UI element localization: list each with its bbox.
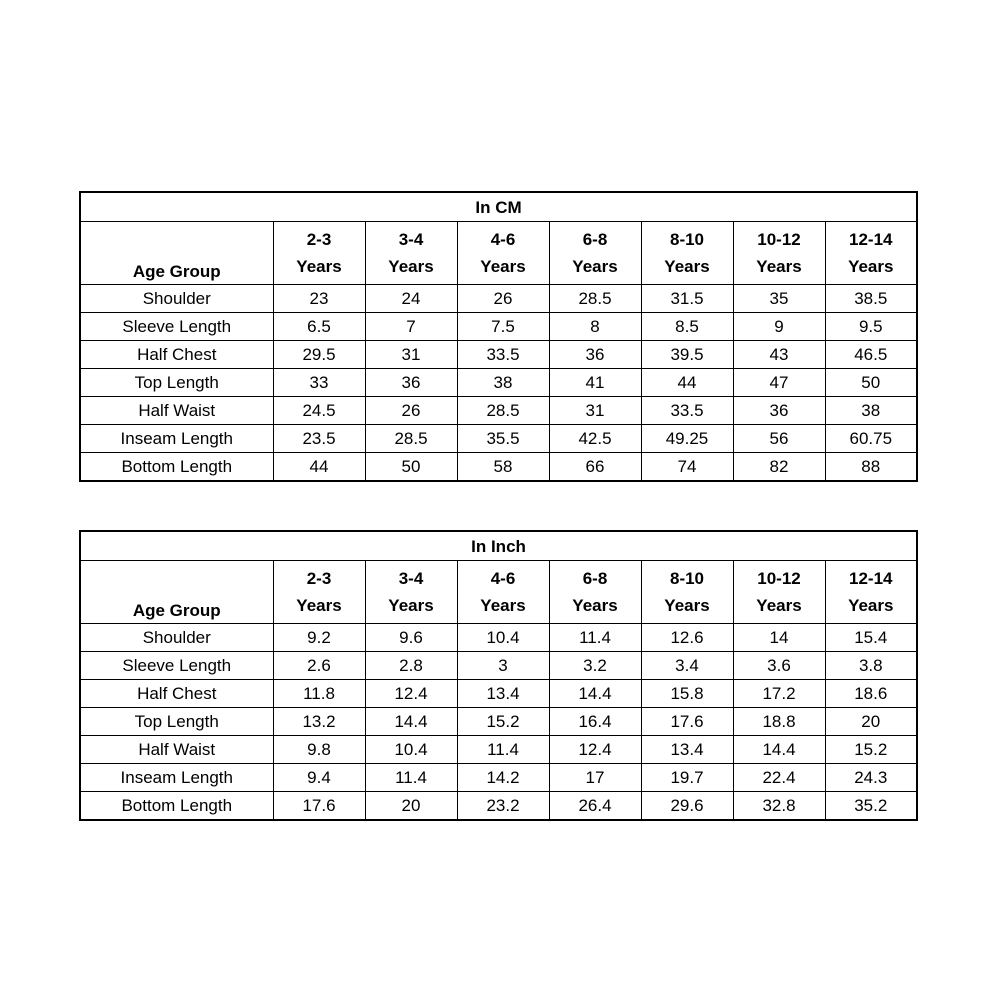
measurement-value: 13.4 (641, 736, 733, 764)
age-unit: Years (572, 596, 618, 615)
header-row (80, 222, 917, 285)
age-column-header (549, 222, 641, 285)
age-column-header (365, 222, 457, 285)
table-row (80, 736, 917, 764)
measurement-value: 6.5 (273, 313, 365, 341)
table-body (80, 531, 917, 820)
age-range: 12-14 (849, 569, 893, 588)
measurement-value: 3.8 (825, 652, 917, 680)
measurement-value: 3.2 (549, 652, 641, 680)
measurement-value: 14.2 (457, 764, 549, 792)
measurement-value: 74 (641, 453, 733, 482)
measurement-label: Half Waist (80, 397, 273, 425)
measurement-value: 14.4 (733, 736, 825, 764)
measurement-value: 2.8 (365, 652, 457, 680)
age-range: 3-4 (398, 230, 424, 249)
table-row (80, 624, 917, 652)
measurement-value: 14.4 (365, 708, 457, 736)
age-range: 8-10 (669, 569, 705, 588)
measurement-label: Sleeve Length (80, 652, 273, 680)
measurement-value: 44 (641, 369, 733, 397)
table-row (80, 341, 917, 369)
measurement-value: 36 (549, 341, 641, 369)
measurement-value: 23.5 (273, 425, 365, 453)
measurement-value: 18.8 (733, 708, 825, 736)
measurement-value: 9.5 (825, 313, 917, 341)
measurement-value: 56 (733, 425, 825, 453)
table-title: In CM (80, 192, 917, 222)
measurement-value: 35.5 (457, 425, 549, 453)
measurement-value: 20 (365, 792, 457, 821)
age-unit: Years (848, 596, 894, 615)
measurement-value: 28.5 (365, 425, 457, 453)
table-body (80, 192, 917, 481)
measurement-value: 12.4 (549, 736, 641, 764)
measurement-value: 11.4 (549, 624, 641, 652)
age-range: 10-12 (757, 230, 801, 249)
age-column-header (641, 561, 733, 624)
measurement-value: 9.2 (273, 624, 365, 652)
age-range: 4-6 (490, 230, 516, 249)
age-column-header (641, 222, 733, 285)
measurement-value: 8.5 (641, 313, 733, 341)
measurement-value: 36 (733, 397, 825, 425)
measurement-label: Sleeve Length (80, 313, 273, 341)
measurement-value: 60.75 (825, 425, 917, 453)
measurement-value: 88 (825, 453, 917, 482)
measurement-value: 50 (825, 369, 917, 397)
measurement-value: 28.5 (549, 285, 641, 313)
measurement-value: 7.5 (457, 313, 549, 341)
measurement-value: 82 (733, 453, 825, 482)
measurement-value: 10.4 (457, 624, 549, 652)
age-unit: Years (480, 596, 526, 615)
age-unit: Years (388, 596, 434, 615)
measurement-value: 46.5 (825, 341, 917, 369)
measurement-value: 41 (549, 369, 641, 397)
age-column-header (733, 561, 825, 624)
measurement-value: 38 (825, 397, 917, 425)
measurement-label: Half Chest (80, 341, 273, 369)
measurement-label: Half Waist (80, 736, 273, 764)
measurement-value: 17 (549, 764, 641, 792)
measurement-value: 42.5 (549, 425, 641, 453)
measurement-value: 11.4 (457, 736, 549, 764)
measurement-value: 38 (457, 369, 549, 397)
age-range: 3-4 (398, 569, 424, 588)
measurement-value: 22.4 (733, 764, 825, 792)
age-range: 6-8 (582, 230, 608, 249)
measurement-value: 35.2 (825, 792, 917, 821)
measurement-value: 24 (365, 285, 457, 313)
age-column-header (273, 561, 365, 624)
measurement-value: 39.5 (641, 341, 733, 369)
measurement-value: 15.2 (825, 736, 917, 764)
age-unit: Years (296, 596, 342, 615)
measurement-value: 24.3 (825, 764, 917, 792)
age-column-header (365, 561, 457, 624)
measurement-label: Bottom Length (80, 792, 273, 821)
measurement-value: 44 (273, 453, 365, 482)
measurement-value: 17.6 (641, 708, 733, 736)
measurement-label: Top Length (80, 369, 273, 397)
measurement-label: Shoulder (80, 624, 273, 652)
measurement-value: 43 (733, 341, 825, 369)
measurement-value: 15.2 (457, 708, 549, 736)
table-row (80, 652, 917, 680)
age-column-header (457, 561, 549, 624)
measurement-value: 11.4 (365, 764, 457, 792)
measurement-value: 35 (733, 285, 825, 313)
age-range: 8-10 (669, 230, 705, 249)
measurement-value: 11.8 (273, 680, 365, 708)
measurement-value: 8 (549, 313, 641, 341)
measurement-value: 17.6 (273, 792, 365, 821)
measurement-value: 17.2 (733, 680, 825, 708)
measurement-value: 3.6 (733, 652, 825, 680)
measurement-value: 14.4 (549, 680, 641, 708)
unit-title-row (80, 531, 917, 561)
measurement-value: 12.6 (641, 624, 733, 652)
table-row (80, 313, 917, 341)
table-row (80, 680, 917, 708)
measurement-value: 26 (457, 285, 549, 313)
measurement-value: 3 (457, 652, 549, 680)
age-unit: Years (756, 596, 802, 615)
measurement-value: 24.5 (273, 397, 365, 425)
measurement-value: 14 (733, 624, 825, 652)
table-title: In Inch (80, 531, 917, 561)
table-row (80, 453, 917, 482)
table-row (80, 708, 917, 736)
age-unit: Years (388, 257, 434, 276)
age-unit: Years (480, 257, 526, 276)
measurement-value: 33.5 (641, 397, 733, 425)
measurement-value: 38.5 (825, 285, 917, 313)
age-column-header (733, 222, 825, 285)
measurement-value: 47 (733, 369, 825, 397)
age-range: 6-8 (582, 569, 608, 588)
measurement-value: 19.7 (641, 764, 733, 792)
age-column-header (825, 561, 917, 624)
table-row (80, 397, 917, 425)
measurement-value: 20 (825, 708, 917, 736)
measurement-label: Top Length (80, 708, 273, 736)
measurement-value: 23 (273, 285, 365, 313)
age-unit: Years (848, 257, 894, 276)
measurement-value: 23.2 (457, 792, 549, 821)
measurement-value: 36 (365, 369, 457, 397)
measurement-value: 12.4 (365, 680, 457, 708)
measurement-value: 3.4 (641, 652, 733, 680)
measurement-value: 15.4 (825, 624, 917, 652)
size-table-cm (79, 191, 918, 482)
measurement-value: 9 (733, 313, 825, 341)
age-group-header: Age Group (80, 222, 273, 285)
measurement-value: 66 (549, 453, 641, 482)
measurement-value: 13.2 (273, 708, 365, 736)
measurement-value: 16.4 (549, 708, 641, 736)
measurement-value: 31 (365, 341, 457, 369)
measurement-label: Inseam Length (80, 425, 273, 453)
age-unit: Years (572, 257, 618, 276)
measurement-value: 33.5 (457, 341, 549, 369)
measurement-label: Bottom Length (80, 453, 273, 482)
age-column-header (549, 561, 641, 624)
age-column-header (273, 222, 365, 285)
table-row (80, 369, 917, 397)
age-unit: Years (296, 257, 342, 276)
measurement-value: 31.5 (641, 285, 733, 313)
measurement-value: 15.8 (641, 680, 733, 708)
measurement-value: 49.25 (641, 425, 733, 453)
table-row (80, 792, 917, 821)
measurement-value: 28.5 (457, 397, 549, 425)
table-row (80, 285, 917, 313)
measurement-label: Inseam Length (80, 764, 273, 792)
measurement-value: 29.5 (273, 341, 365, 369)
measurement-value: 9.6 (365, 624, 457, 652)
unit-title-row (80, 192, 917, 222)
measurement-label: Shoulder (80, 285, 273, 313)
age-unit: Years (664, 257, 710, 276)
age-column-header (457, 222, 549, 285)
age-unit: Years (664, 596, 710, 615)
table-row (80, 425, 917, 453)
age-range: 2-3 (306, 230, 332, 249)
table-row (80, 764, 917, 792)
measurement-value: 18.6 (825, 680, 917, 708)
age-group-header: Age Group (80, 561, 273, 624)
age-unit: Years (756, 257, 802, 276)
measurement-value: 31 (549, 397, 641, 425)
measurement-value: 58 (457, 453, 549, 482)
measurement-value: 26.4 (549, 792, 641, 821)
measurement-value: 13.4 (457, 680, 549, 708)
measurement-value: 7 (365, 313, 457, 341)
measurement-value: 9.8 (273, 736, 365, 764)
measurement-value: 2.6 (273, 652, 365, 680)
measurement-value: 26 (365, 397, 457, 425)
header-row (80, 561, 917, 624)
age-range: 12-14 (849, 230, 893, 249)
measurement-value: 32.8 (733, 792, 825, 821)
age-range: 10-12 (757, 569, 801, 588)
size-table-inch (79, 530, 918, 821)
measurement-value: 9.4 (273, 764, 365, 792)
age-range: 4-6 (490, 569, 516, 588)
measurement-value: 33 (273, 369, 365, 397)
measurement-value: 10.4 (365, 736, 457, 764)
age-column-header (825, 222, 917, 285)
age-range: 2-3 (306, 569, 332, 588)
measurement-value: 50 (365, 453, 457, 482)
measurement-value: 29.6 (641, 792, 733, 821)
measurement-label: Half Chest (80, 680, 273, 708)
